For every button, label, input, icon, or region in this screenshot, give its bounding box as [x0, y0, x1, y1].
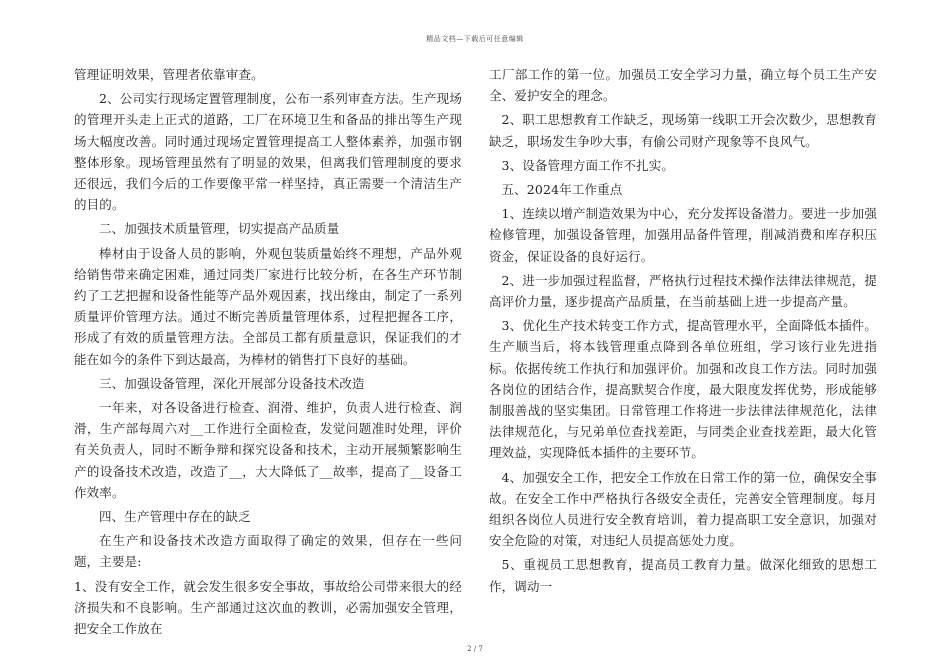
- paragraph: 1、连续以增产制造效果为中心，充分发挥设备潜力。要进一步加强检修管理，加强设备管理，加强用品备件管理，削减消费和库存积压资金，保证设备的良好运行。: [489, 206, 877, 264]
- section-heading: 三、加强设备管理，深化开展部分设备技术改造: [99, 375, 365, 391]
- paragraph: 管理证明效果，管理者依靠审查。: [74, 67, 264, 82]
- paragraph: 工厂部工作的第一位。加强员工安全学习力量，确立每个员工生产安全、爱护安全的理念。: [489, 67, 877, 104]
- paragraph: 1、没有安全工作，就会发生很多安全事故，事故给公司带来很大的经济损失和不良影响。生产部通过这次血的教训，必需加强安全管理，把安全工作放在: [74, 578, 462, 637]
- page-header: 精品文档—下载后可任意编辑: [426, 35, 524, 43]
- section-heading: 四、生产管理中存在的缺乏: [99, 509, 251, 525]
- paragraph: 3、设备管理方面工作不扎实。: [501, 157, 675, 173]
- section-heading: 五、2024年工作重点: [501, 182, 623, 198]
- paragraph: 3、优化生产技术转变工作方式，提高管理水平，全面降低本插件。生产顺当后，将本钱管理重点降到各单位班组，学习该行业先进指标。依据传统工作执行和加强评价。加强和改良工作方法。同时加强各岗位的团结合作，提高默契合作度，最大限度发挥优势，形成能够制服善战的坚实集团。日常管理工作将进一步法律法律规范化，法律法律规范化，与兄弟单位查找差距，与同类企业查找差距，最大化管理效益，实现降低本插件的主要环节。: [489, 318, 877, 461]
- paragraph: 2、公司实行现场定置管理制度，公布一系列审查方法。生产现场的管理开头走上正式的道路，工厂在环境卫生和备品的排出等生产现场大幅度改善。同时通过现场定置管理提高工人整体素养，加强市钢整体形象。现场管理虽然有了明显的效果，但离我们管理制度的要求还很远，我们今后的工作要像平常一样坚持，真正需要一个清洁生产的目的。: [74, 91, 462, 213]
- left-column: [74, 64, 462, 639]
- paragraph: 4、加强安全工作，把安全工作放在日常工作的第一位，确保安全事故。在安全工作中严格执行各级安全责任，完善安全管理制度。每月组织各岗位人员进行安全教育培训，着力提高职工安全意识，加强对安全危险的对策，对违纪人员提高惩处力度。: [489, 469, 877, 549]
- paragraph: 5、重视员工思想教育，提高员工教育力量。做深化细致的思想工作，调动一: [489, 557, 877, 594]
- page-number: 2 / 7: [467, 645, 483, 653]
- paragraph: 一年来，对各设备进行检查、润滑、维护，负责人进行检查、润滑，生产部每周六对__工作进行全面检查，发觉问题准时处理，评价有关负责人，同时不断争辩和探究设备和技术，主动开展频繁影响生产的设备技术改造，改造了__，大大降低了__故率，提高了__设备工作效率。: [74, 400, 462, 500]
- paragraph: 棒材由于设备人员的影响，外观包装质量始终不理想，产品外观给销售带来确定困难，通过同类厂家进行比较分析，在各生产环节制约了工艺把握和设备性能等产品外观因素，找出缘由，制定了一系列质量评价管理方法。通过不断完善质量管理体系，过程把握各工序，形成了有效的质量管理方法。全部员工都有质量意识，保证我们的才能在如今的条件下到达最高，为棒材的销售打下良好的基础。: [74, 245, 462, 367]
- paragraph: 在生产和设备技术改造方面取得了确定的效果，但存在一些问题，主要是:: [74, 533, 462, 570]
- paragraph: 2、职工思想教育工作缺乏，现场第一线职工开会次数少，思想教育缺乏，职场发生争吵大事，有偷公司财产现象等不良风气。: [489, 112, 877, 149]
- section-heading: 二、加强技术质量管理，切实提高产品质量: [99, 221, 340, 237]
- paragraph: 2、进一步加强过程监督，严格执行过程技术操作法律法律规范，提高评价力量，逐步提高产品质量，在当前基础上进一步提高产量。: [489, 272, 877, 310]
- right-column: [489, 64, 877, 597]
